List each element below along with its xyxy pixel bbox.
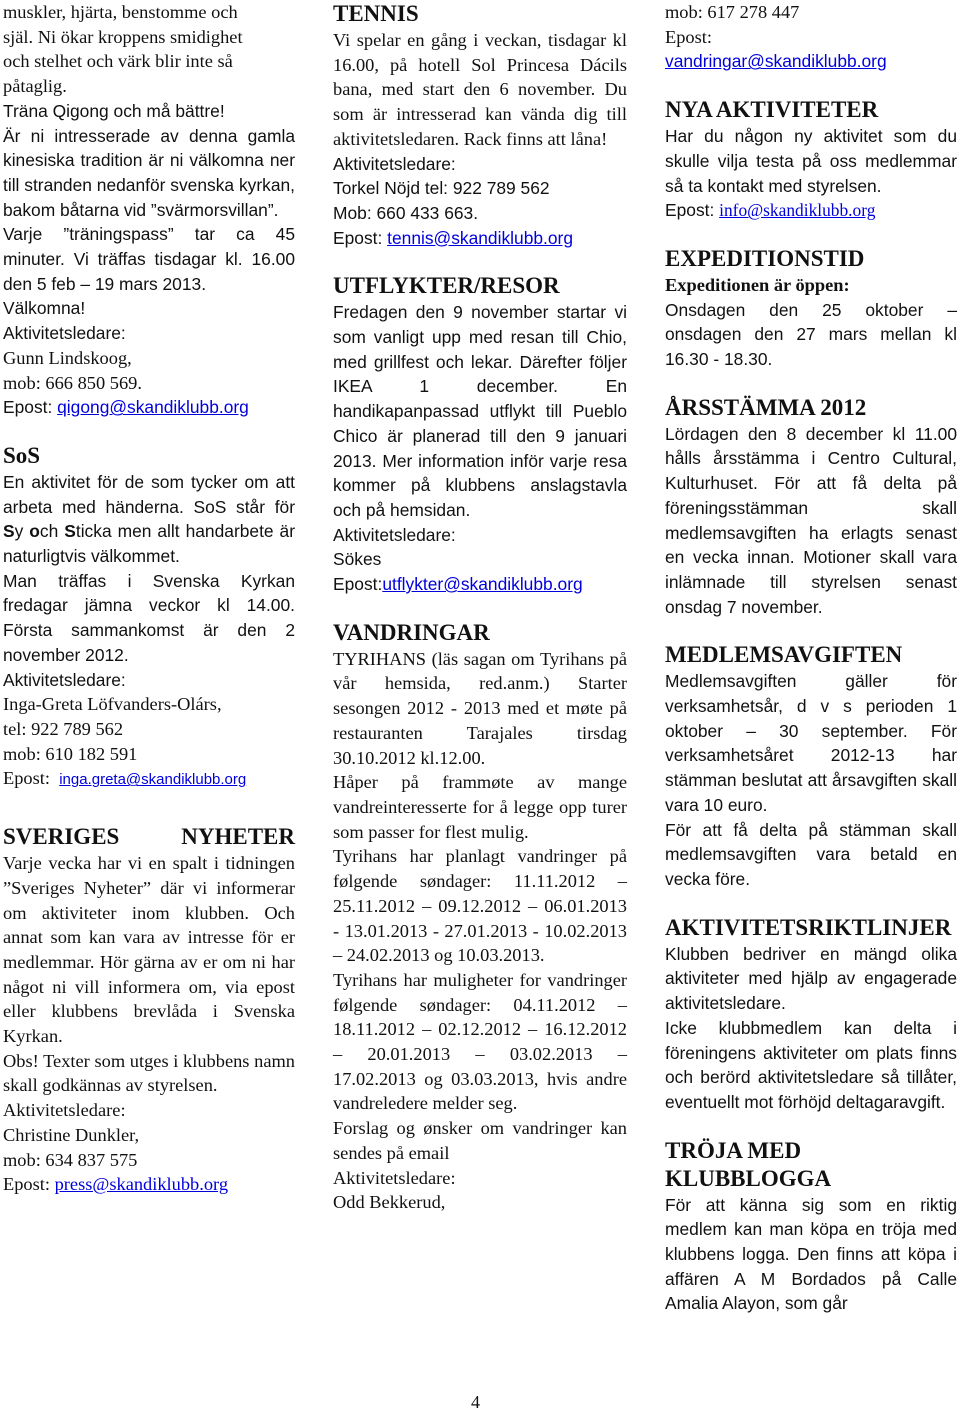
nya-aktiviteter-text: Har du någon ny aktivitet som du skulle vilja testa på oss medlemmar så ta kontakt med styrelsen. [665,126,957,196]
sveriges-nyheter-obs: Obs! Texter som utges i klubbens namn skall godkännas av styrelsen. [3,1050,295,1096]
arsstamma-heading: ÅRSSTÄMMA 2012 [665,394,867,420]
sos-text: ch [39,521,65,542]
tennis-leader: Torkel Nöjd tel: 922 789 562 [333,178,550,199]
sn-leader-mob: mob: 634 837 575 [3,1149,138,1170]
sos-letter: o [29,521,40,542]
email-label: Epost: [333,227,388,248]
sos-leader-name: Inga-Greta Löfvanders-Olárs, [3,694,222,715]
vandringar-text: TYRIHANS (läs sagan om Tyrihans på vår hemsida, red.anm.) Starter sesongen 2012 - 2013 med et møte på restauranten Tarajales tirsdag 30.10.2012 kl.12.00. [333,648,627,768]
email-label: Epost: [3,768,55,789]
vandringar-text: Tyrihans har planlagt vandringer på følgende søndager: 11.11.2012 – 25.11.2012 – 09.12.2012 – 06.01.2013 - 13.01.2013 - 27.01.2013 - 10.02.2013 – 24.02.2013 og 10.03.2013. [333,846,627,966]
troja-heading: TRÖJA MED KLUBBLOGGA [665,1137,832,1191]
utflykter-heading: UTFLYKTER/RESOR [333,273,560,299]
tennis-email-line [333,226,627,251]
sos-leader-mob: mob: 610 182 591 [3,743,138,764]
troja-text: För att känna sig som en riktig medlem kan man köpa en tröja med klubbens logga. Den finns att köpa i affären A M Bordados på Calle Amalia Alayon, som går [665,1194,957,1314]
sn-leader-label: Aktivitetsledare: [3,1100,126,1121]
vandringar-text: Tyrihans har muligheter for vandringer følgende søndager: 04.11.2012 – 18.11.2012 – 02.12.2012 – 16.12.2012 – 20.01.2013 – 03.02.2013 – 17.02.2013 og 03.03.2013, hvis andre vandreledere melder seg. [333,969,627,1114]
qigong-paragraph: Är ni intresserade av denna gamla kinesiska tradition är ni välkomna ner till stranden nedanför svenska kyrkan, bakom båtarna vid ”svärmorsvillan”. [3,125,295,220]
qigong-leader-label: Aktivitetsledare: [3,323,126,344]
sos-letter: S [3,521,15,542]
column-left [3,0,295,1197]
vandringar-email-line [665,49,957,74]
qigong-leader-mob: mob: 666 850 569. [3,372,142,393]
column-middle [333,0,627,1215]
sn-leader-name: Christine Dunkler, [3,1124,140,1145]
sos-leader-label: Aktivitetsledare: [3,669,126,690]
sos-email-link[interactable]: inga.greta@skandiklubb.org [59,771,247,789]
vandringar-text: Forslag og ønsker om vandringer kan sendes på email [333,1118,627,1163]
sos-heading: SoS [3,442,41,468]
aktivitetsriktlinjer-text-2: Icke klubbmedlem kan delta i föreningens aktiviteter om plats finns och berörd aktivitetsledare så tillåter, eventuellt mot förhöjd deltagaravgift. [665,1017,957,1112]
expeditionstid-text: Onsdagen den 25 oktober – onsdagen den 27 mars mellan kl 16.30 - 18.30. [665,299,957,370]
qigong-email-line [3,395,295,420]
vandringar-email-link[interactable]: vandringar@skandiklubb.org [665,51,887,72]
tennis-leader-label: Aktivitetsledare: [333,153,456,174]
qigong-line: och stelhet och värk blir inte så [3,51,233,72]
sos-paragraph [3,470,295,569]
aktivitetsriktlinjer-heading: AKTIVITETSRIKTLINJER [665,914,952,940]
qigong-line: påtaglig. [3,76,67,97]
medlemsavgiften-text-2: För att få delta på stämman skall medlemsavgiften vara betald en vecka före. [665,819,957,889]
heading-word: SVERIGES [3,824,120,850]
vandringar-text: Håper på frammøte av mange vandreinteresserte for å legge opp turer som passer for flest mulig. [333,772,627,842]
sn-email-link[interactable]: press@skandiklubb.org [54,1174,229,1195]
vandringar-email-label: Epost: [665,26,713,47]
expeditionstid-heading: EXPEDITIONSTID [665,245,865,271]
qigong-welcome: Välkomna! [3,298,86,319]
sos-leader-tel: tel: 922 789 562 [3,718,124,739]
email-label: Epost: [665,200,720,221]
email-label: Epost: [3,1174,55,1195]
heading-word: NYHETER [181,824,295,850]
vandringar-leader: Odd Bekkerud, [333,1192,446,1213]
tennis-email-link[interactable]: tennis@skandiklubb.org [387,227,574,248]
sos-letter: S [64,521,76,542]
vandringar-leader-label: Aktivitetsledare: [333,1167,456,1188]
aktivitetsriktlinjer-text: Klubben bedriver en mängd olika aktiviteter med hjälp av engagerade aktivitetsledare. [665,943,957,1014]
qigong-leader-name: Gunn Lindskoog, [3,347,132,368]
sos-intro: En aktivitet för de som tycker om att arbeta med händerna. [3,471,295,517]
email-label: Epost: [3,397,58,418]
sos-email-line [3,766,295,793]
arsstamma-text: Lördagen den 8 december kl 11.00 hålls årsstämma i Centro Cultural, Kulturhuset. För att få delta på föreningsstämman skall medlemsavgiften ha erlagts senast en vecka innan. Motioner skall vara inlämnade till styrelsen senast onsdag 7 november. [665,423,957,617]
qigong-line: Träna Qigong och må bättre! [3,100,225,121]
vandringar-heading: VANDRINGAR [333,619,490,645]
nya-email-link[interactable]: info@skandiklubb.org [719,200,876,221]
qigong-line: muskler, hjärta, benstomme och [3,2,238,22]
utflykter-email-link[interactable]: utflykter@skandiklubb.org [382,574,583,595]
tennis-heading: TENNIS [333,1,419,26]
sos-text: y [14,521,30,542]
utflykter-leader: Sökes [333,549,382,570]
expeditionstid-subheading: Expeditionen är öppen: [665,274,850,295]
sveriges-nyheter-heading [3,823,295,851]
sn-email-line [3,1172,295,1197]
column-right [665,0,957,1316]
vandringar-mob: mob: 617 278 447 [665,2,800,22]
medlemsavgiften-text: Medlemsavgiften gäller för verksamhetsår, d v s perioden 1 oktober – 30 september. För verksamhetsåret 2012-13 har stämman beslutat att årsavgiften skall vara 10 euro. [665,671,957,815]
sos-meet: Man träffas i Svenska Kyrkan fredagar jämna veckor kl 14.00. Första sammankomst är den 2 november 2012. [3,570,295,665]
sveriges-nyheter-text: Varje vecka har vi en spalt i tidningen ”Sveriges Nyheter” där vi informerar om aktiviteter inom klubben. Och annat som kan vara av intresse för er medlemmar. Hör gärna av er om ni har något ni vill informera om, via epost eller klubbens brevlåda i Svenska Kyrkan. [3,853,295,1047]
nya-aktiviteter-heading: NYA AKTIVITETER [665,97,879,123]
medlemsavgiften-heading: MEDLEMSAVGIFTEN [665,642,903,668]
email-label: Epost: [333,574,383,595]
utflykter-email-line [333,572,627,597]
nya-email-line [665,198,957,223]
tennis-text: Vi spelar en gång i veckan, tisdagar kl 16.00, på hotell Sol Princesa Dácils bana, med start den 6 november. Du som är intresserad kan vända dig till aktivitetsledaren. Rack finns att låna! [333,30,627,149]
qigong-time: Varje ”träningspass” tar ca 45 minuter. Vi träffas tisdagar kl. 16.00 den 5 feb – 19 mars 2013. [3,224,295,294]
page-number: 4 [471,1392,480,1412]
qigong-email-link[interactable]: qigong@skandiklubb.org [57,397,249,418]
sos-desc: SoS står för [183,496,295,517]
utflykter-leader-label: Aktivitetsledare: [333,524,456,545]
qigong-line: själ. Ni ökar kroppens smidighet [3,26,243,47]
sos-text: ticka men allt handarbete är naturligtvis välkommet. [3,521,296,567]
utflykter-text: Fredagen den 9 november startar vi som vanligt upp med resan till Chio, med grillfest och lekar. Därefter följer IKEA 1 december. En handikapanpassad utflykt till Pueblo Chico är planerad till den 9 januari 2013. Mer information inför varje resa kommer på klubbens anslagstavla och på hemsidan. [333,302,627,520]
tennis-mob: Mob: 660 433 663. [333,202,479,223]
